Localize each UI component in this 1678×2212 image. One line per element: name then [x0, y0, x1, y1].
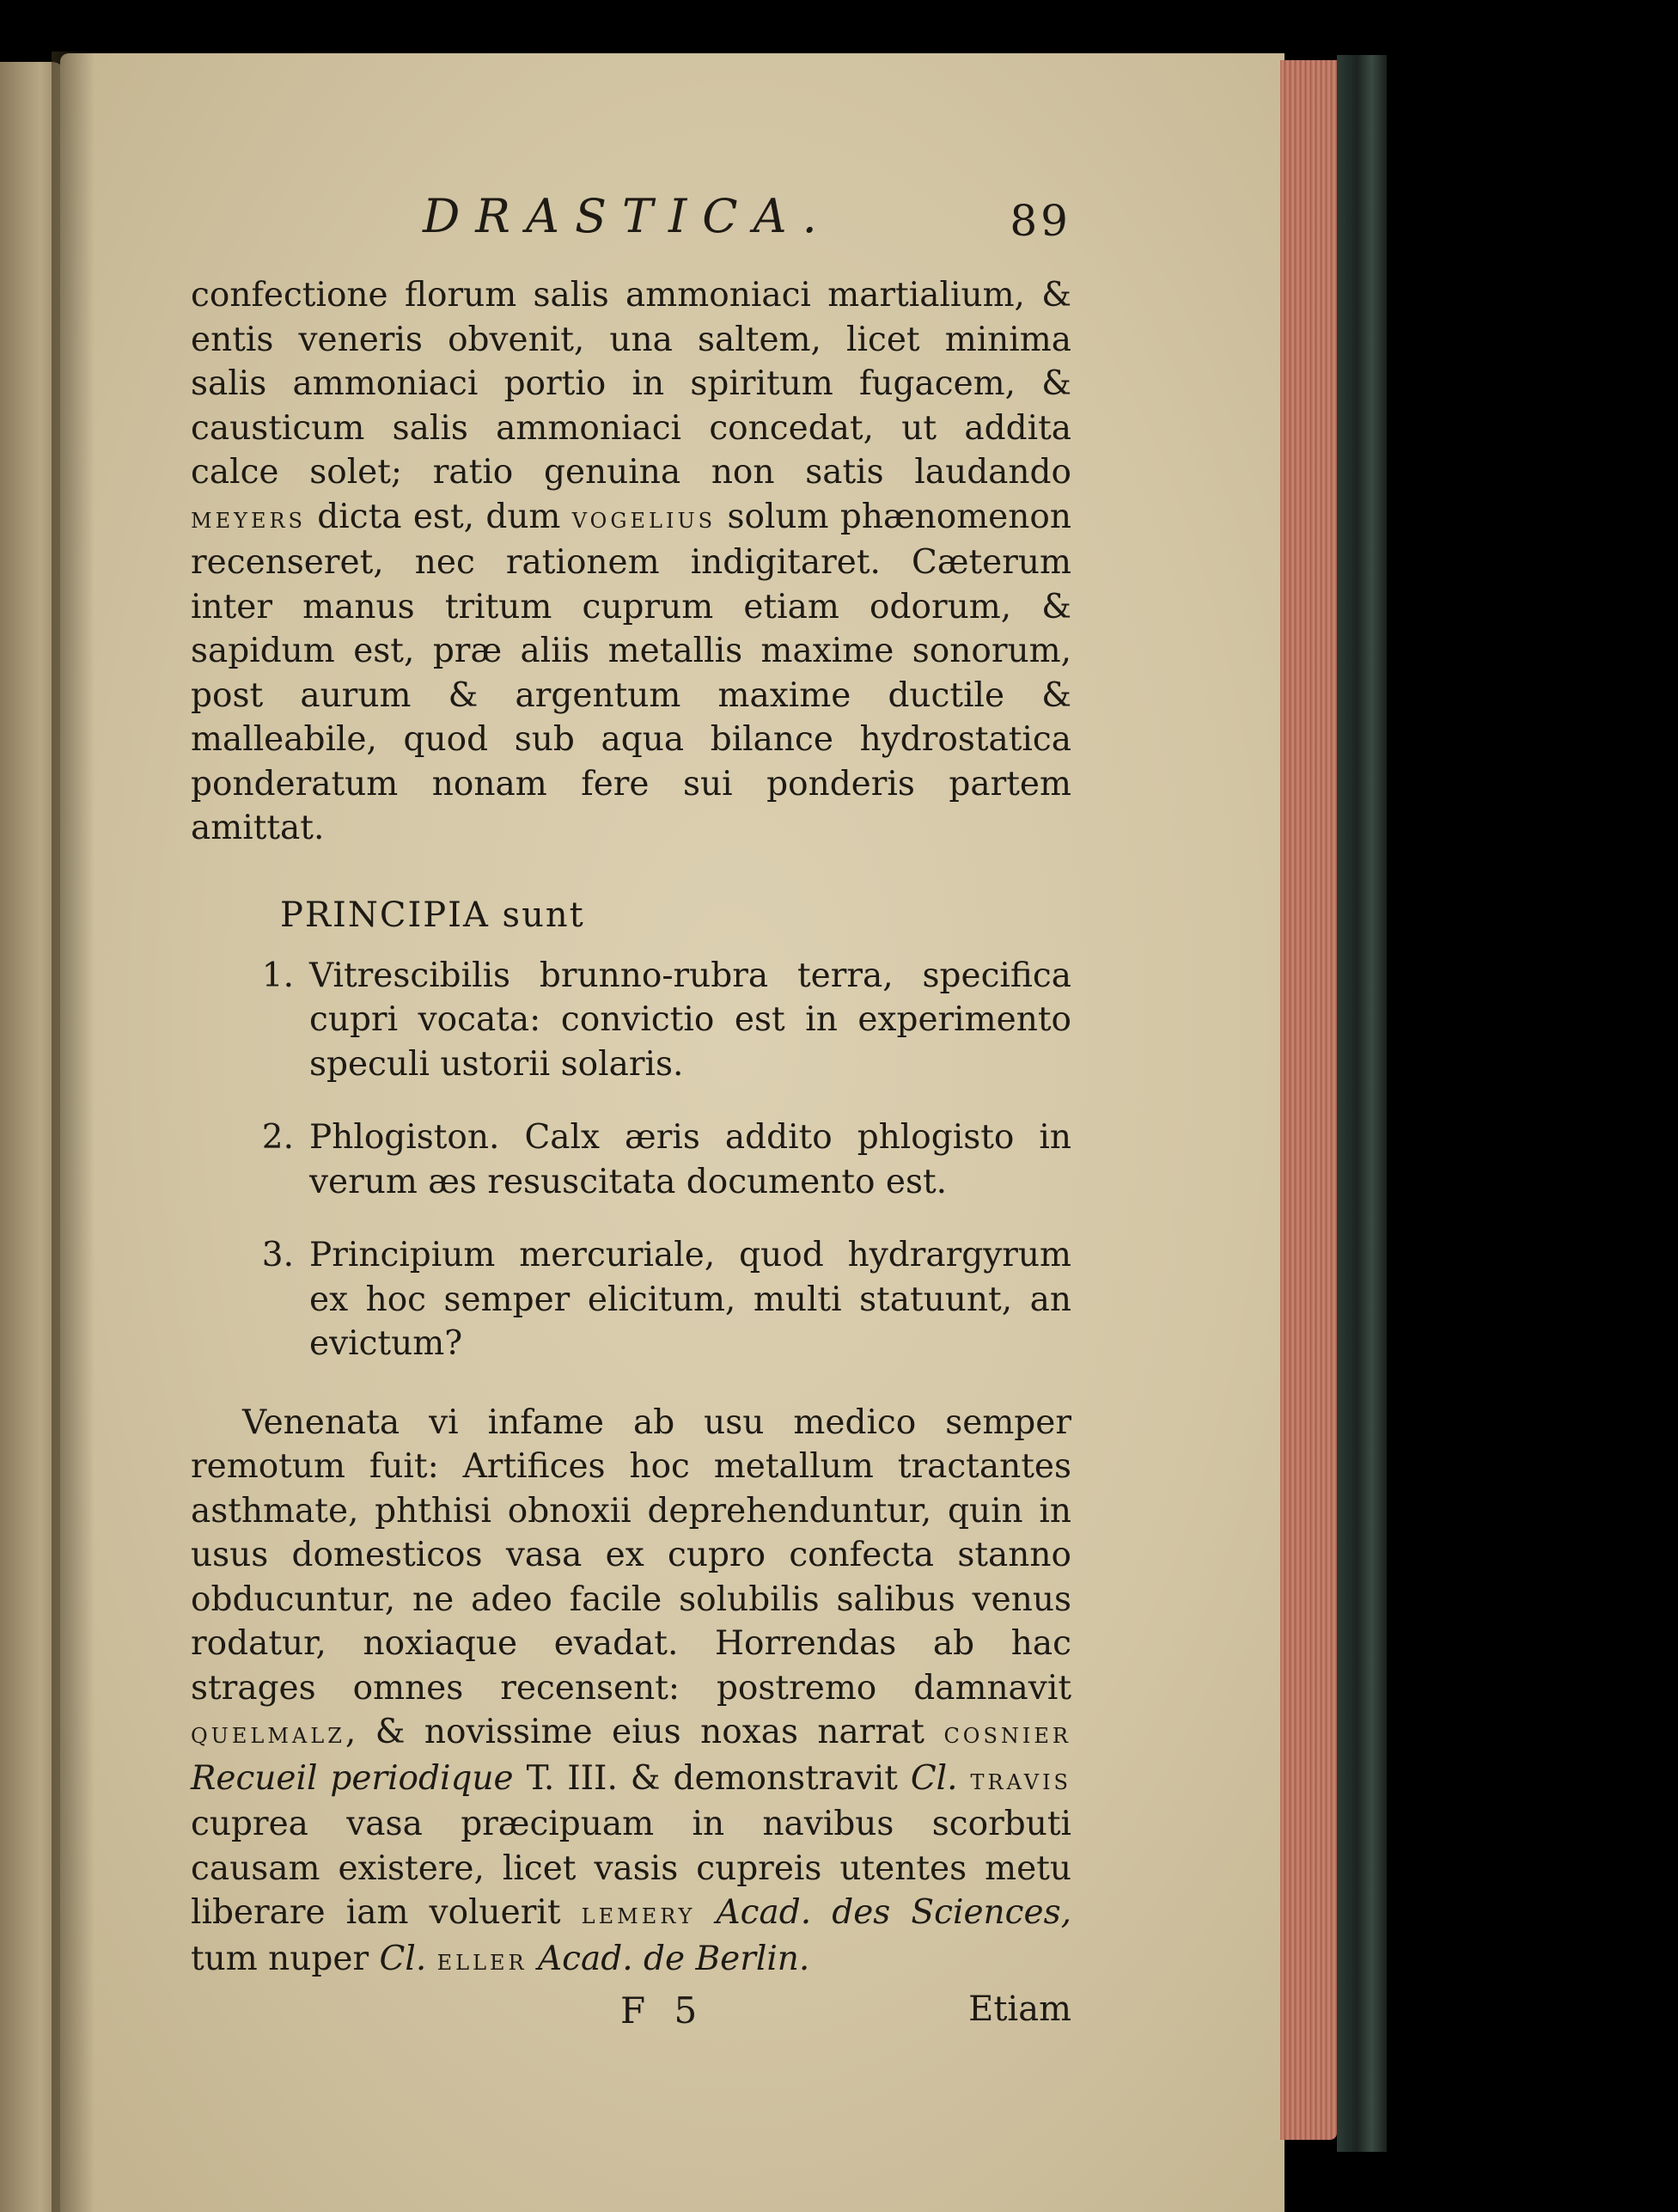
page-edges-red	[1280, 60, 1337, 2140]
page-content	[191, 172, 1071, 2044]
list-item	[191, 1233, 1071, 1366]
book-gutter	[52, 52, 95, 2212]
para2-text-e: tum nuper	[191, 1939, 380, 1978]
principia-heading: PRINCIPIA sunt	[280, 895, 585, 935]
name-travis: travis	[970, 1762, 1071, 1797]
para1-text-c: solum phænomenon recenseret, nec rationem indigitaret. Cæterum inter manus tritum cuprum etiam odorum, & sapidum est, præ aliis metallis maxime sonorum, post aurum & argentum maxime ductile & malleabile, quod sub aqua bilance hydrostatica ponderatum nonam fere sui ponderis partem amittat.	[191, 497, 1071, 847]
list-item-text: Vitrescibilis brunno-rubra terra, specifica cupri vocata: convictio est in experimento speculi ustorii solaris.	[309, 956, 1071, 1084]
para1-text-b: dicta est, dum	[305, 497, 572, 536]
running-head-title: DRASTICA.	[423, 189, 833, 243]
book-cover	[1337, 55, 1387, 2152]
list-item	[191, 1115, 1071, 1204]
page-footer	[191, 1984, 1071, 2044]
principia-list	[191, 954, 1071, 1366]
name-lemery: lemery	[581, 1897, 696, 1931]
title-acad-sciences: Acad. des Sciences,	[716, 1893, 1071, 1932]
page-number: 89	[1010, 196, 1071, 246]
paragraph-1	[191, 273, 1071, 851]
list-item-number: 2.	[261, 1118, 294, 1157]
list-item-number: 3.	[261, 1236, 294, 1274]
running-head	[191, 172, 1071, 249]
para2-text-d: cuprea vasa præcipuam in navibus scorbuti causam existere, licet vasis cupreis utentes metu liberare iam voluerit	[191, 1805, 1071, 1932]
name-eller: eller	[436, 1942, 528, 1977]
list-item-number: 1.	[261, 956, 294, 995]
abbr-cl: Cl.	[910, 1758, 958, 1798]
title-recueil: Recueil periodique	[191, 1758, 514, 1798]
name-cosnier: cosnier	[943, 1716, 1071, 1751]
list-item	[191, 954, 1071, 1087]
list-item-text: Principium mercuriale, quod hydrargyrum ex hoc semper elicitum, multi statuunt, an evictum?	[309, 1236, 1071, 1363]
title-acad-berlin: Acad. de Berlin.	[538, 1939, 810, 1978]
name-meyers: meyers	[191, 500, 306, 535]
list-item-text: Phlogiston. Calx æris addito phlogisto in verum æs resuscitata documento est.	[309, 1118, 1071, 1201]
para2-text-b: , & novissime eius noxas narrat	[345, 1713, 944, 1751]
catchword: Etiam	[968, 1989, 1071, 2029]
para1-text-a: confectione florum salis ammoniaci martialium, & entis veneris obvenit, una saltem, licet minima salis ammoniaci portio in spiritum fugacem, & causticum salis ammoniaci concedat, ut addita calce solet; ratio genuina non satis laudando	[191, 276, 1071, 492]
name-vogelius: vogelius	[571, 500, 717, 535]
para2-text-c: T. III. & demonstravit	[513, 1758, 911, 1798]
paragraph-2	[191, 1401, 1071, 1983]
abbr-cl: Cl.	[379, 1939, 427, 1978]
para2-text-a: Venenata vi infame ab usu medico semper remotum fuit: Artifices hoc metallum tractantes asthmate, phthisi obnoxii deprehenduntur, quin in usus domesticos vasa ex cupro confecta stanno obducuntur, ne adeo facile solubilis salibus venus rodatur, noxiaque evadat. Horrendas ab hac strages omnes recensent: postremo damnavit	[191, 1402, 1071, 1708]
name-quelmalz: quelmalz	[191, 1716, 345, 1751]
signature-mark: F 5	[620, 1989, 706, 2032]
